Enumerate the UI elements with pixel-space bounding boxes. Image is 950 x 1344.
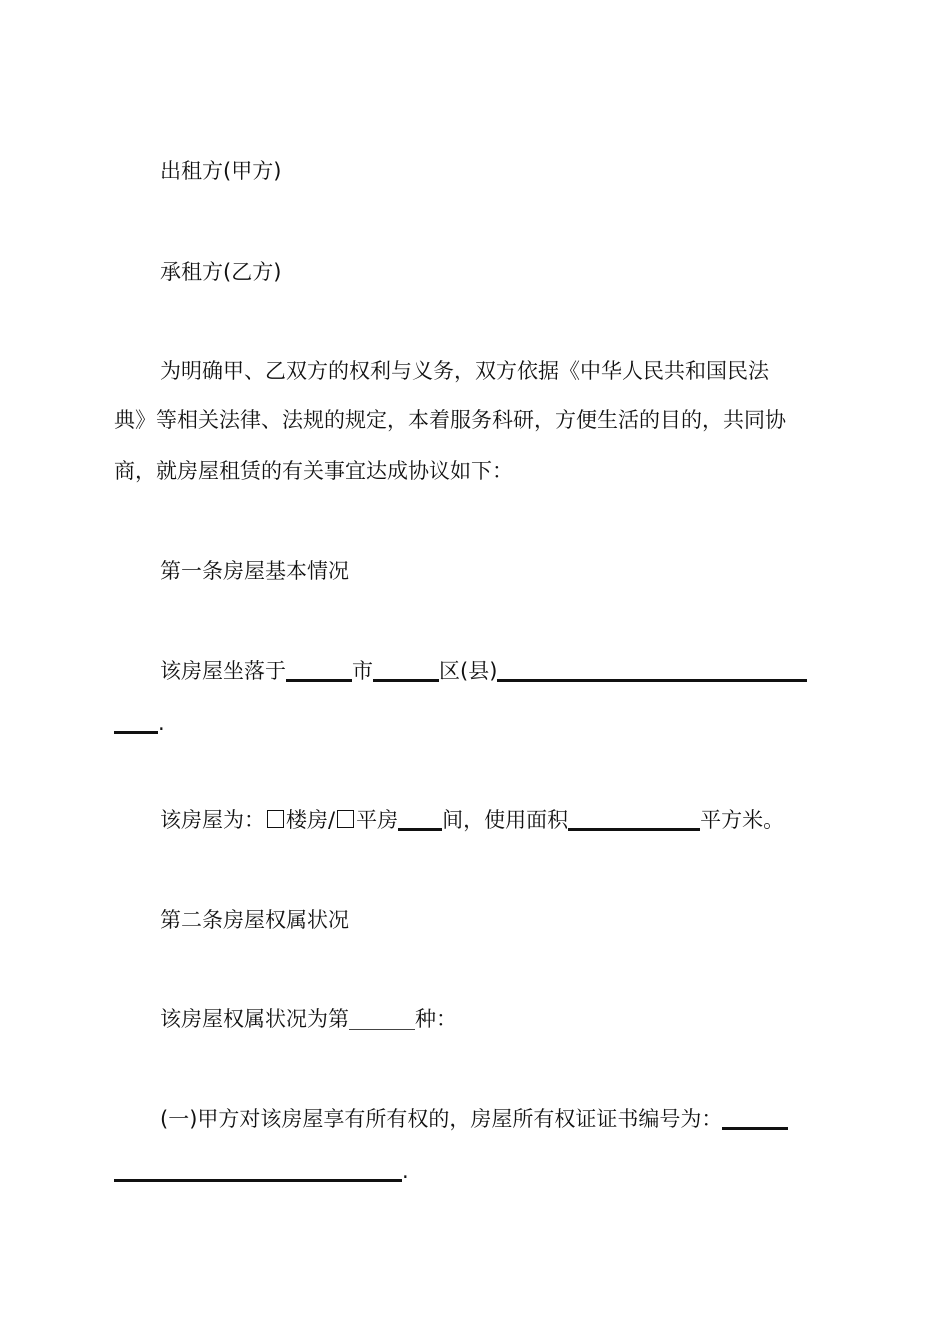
address-blank-cont[interactable] (114, 711, 158, 734)
rooms-blank[interactable] (398, 808, 442, 831)
district-blank[interactable] (373, 659, 439, 682)
ownership-item-1 (160, 1104, 788, 1134)
certificate-number-blank-cont[interactable] (114, 1159, 402, 1182)
location-line-cont (114, 708, 165, 738)
city-label: 市 (352, 659, 373, 683)
city-blank[interactable] (286, 659, 352, 682)
ownership-status-prefix: 该房屋权属状况为第 (160, 1007, 349, 1031)
building-label: 楼房/ (286, 808, 336, 832)
preamble-line-2: 典》等相关法律、法规的规定，本着服务科研，方便生活的目的，共同协 (114, 408, 786, 432)
rooms-label: 间，使用面积 (442, 808, 569, 832)
lessee-label: 承租方(乙方) (160, 260, 282, 284)
area-blank[interactable] (568, 808, 700, 831)
article-1-heading: 第一条房屋基本情况 (160, 559, 349, 583)
ownership-type-blank[interactable] (349, 1009, 415, 1030)
ownership-item-1-cont (114, 1156, 409, 1186)
location-prefix: 该房屋坐落于 (160, 659, 286, 683)
ownership-status-suffix: 种： (415, 1007, 457, 1031)
bungalow-checkbox[interactable] (337, 810, 354, 828)
ownership-item-1-text: (一)甲方对该房屋享有所有权的，房屋所有权证证书编号为： (160, 1107, 723, 1131)
certificate-number-blank[interactable] (722, 1107, 788, 1130)
house-type-line (160, 805, 784, 835)
preamble-line-1: 为明确甲、乙双方的权利与义务，双方依据《中华人民共和国民法 (160, 359, 769, 383)
ownership-item-1-end: . (402, 1159, 409, 1183)
area-unit: 平方米。 (700, 808, 785, 832)
building-checkbox[interactable] (267, 810, 284, 828)
location-end: . (158, 711, 165, 735)
location-line (160, 656, 807, 686)
house-type-prefix: 该房屋为： (160, 808, 265, 832)
district-label: 区(县) (439, 659, 498, 683)
ownership-status-line (160, 1004, 457, 1034)
bungalow-label: 平房 (356, 808, 399, 832)
preamble-line-3: 商，就房屋租赁的有关事宜达成协议如下： (114, 459, 513, 483)
address-blank[interactable] (497, 659, 807, 682)
article-2-heading: 第二条房屋权属状况 (160, 908, 349, 932)
lessor-label: 出租方(甲方) (160, 159, 282, 183)
